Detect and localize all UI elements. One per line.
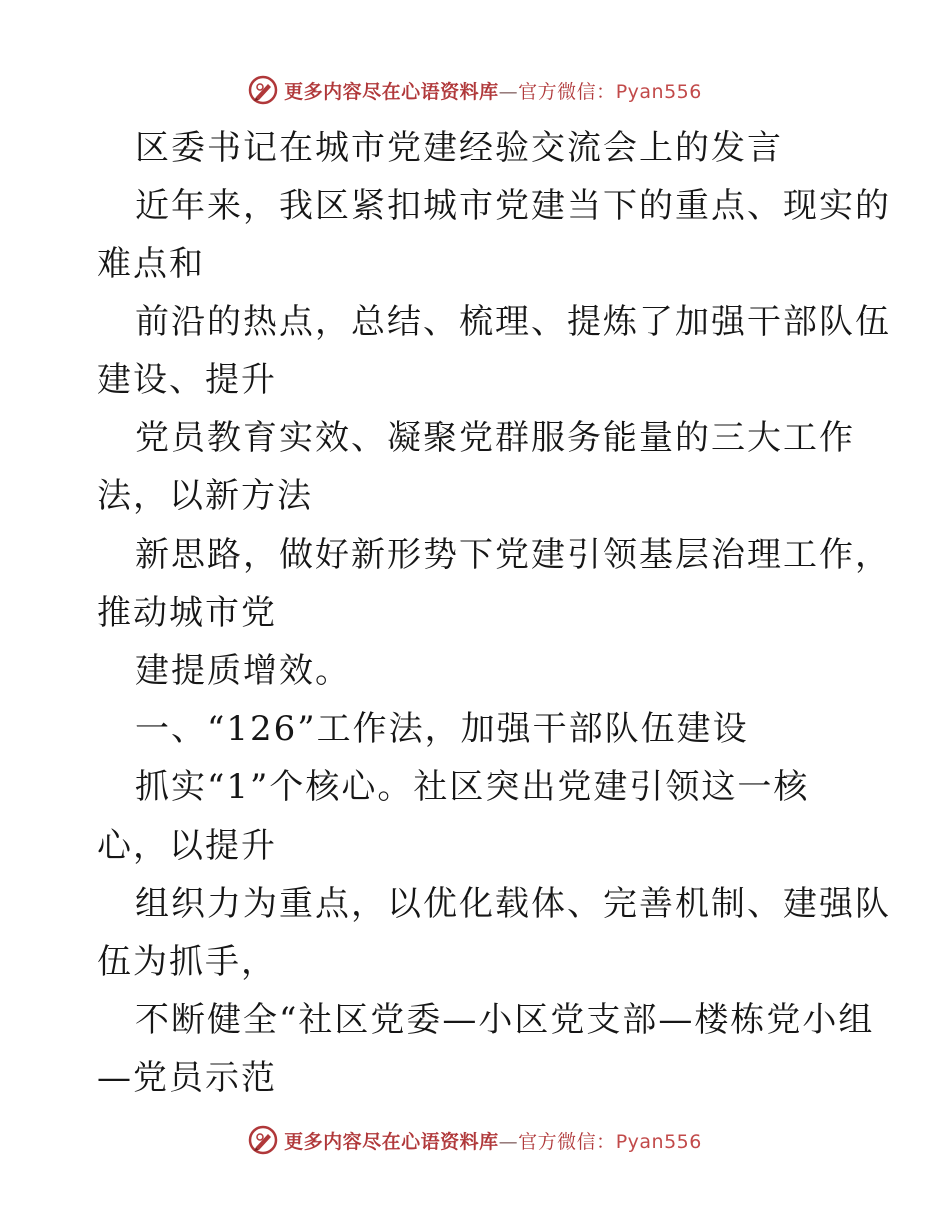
paragraph-line: 法，以新方法 [97,476,313,516]
paragraph-line: 建设、提升 [97,360,277,400]
paragraph-line: 近年来，我区紧扣城市党建当下的重点、现实的 [135,186,891,226]
watermark-text [284,77,702,104]
paragraph-line: 抓实“1”个核心。社区突出党建引领这一核 [135,767,810,807]
paragraph-line: —党员示范 [97,1058,277,1098]
paragraph-line: 组织力为重点，以优化载体、完善机制、建强队 [135,884,891,924]
watermark-main: 更多内容尽在心语资料库 [284,1130,499,1153]
section-heading: 一、“126”工作法，加强干部队伍建设 [135,709,749,749]
paragraph-line: 建提质增效。 [135,651,351,691]
pen-logo-icon [248,75,278,105]
paragraph-line: 党员教育实效、凝聚党群服务能量的三大工作 [135,418,855,458]
watermark-wechat-id: Pyan556 [615,1130,702,1153]
pen-logo-icon [248,1125,278,1155]
header-watermark [0,70,950,110]
watermark-wechat-id: Pyan556 [615,80,702,103]
watermark-label: 官方微信： [518,80,616,103]
paragraph-line: 难点和 [97,244,205,284]
footer-watermark [0,1120,950,1160]
watermark-separator: — [498,80,519,103]
paragraph-line: 心，以提升 [97,826,277,866]
watermark-label: 官方微信： [518,1130,616,1153]
watermark-text [284,1127,702,1154]
paragraph-line: 不断健全“社区党委—小区党支部—楼栋党小组 [135,1000,875,1040]
watermark-separator: — [498,1130,519,1153]
paragraph-line: 伍为抓手， [97,942,277,982]
paragraph-line: 新思路，做好新形势下党建引领基层治理工作， [135,535,891,575]
watermark-main: 更多内容尽在心语资料库 [284,80,499,103]
paragraph-line: 推动城市党 [97,593,277,633]
document-title: 区委书记在城市党建经验交流会上的发言 [135,128,783,168]
paragraph-line: 前沿的热点，总结、梳理、提炼了加强干部队伍 [135,302,891,342]
